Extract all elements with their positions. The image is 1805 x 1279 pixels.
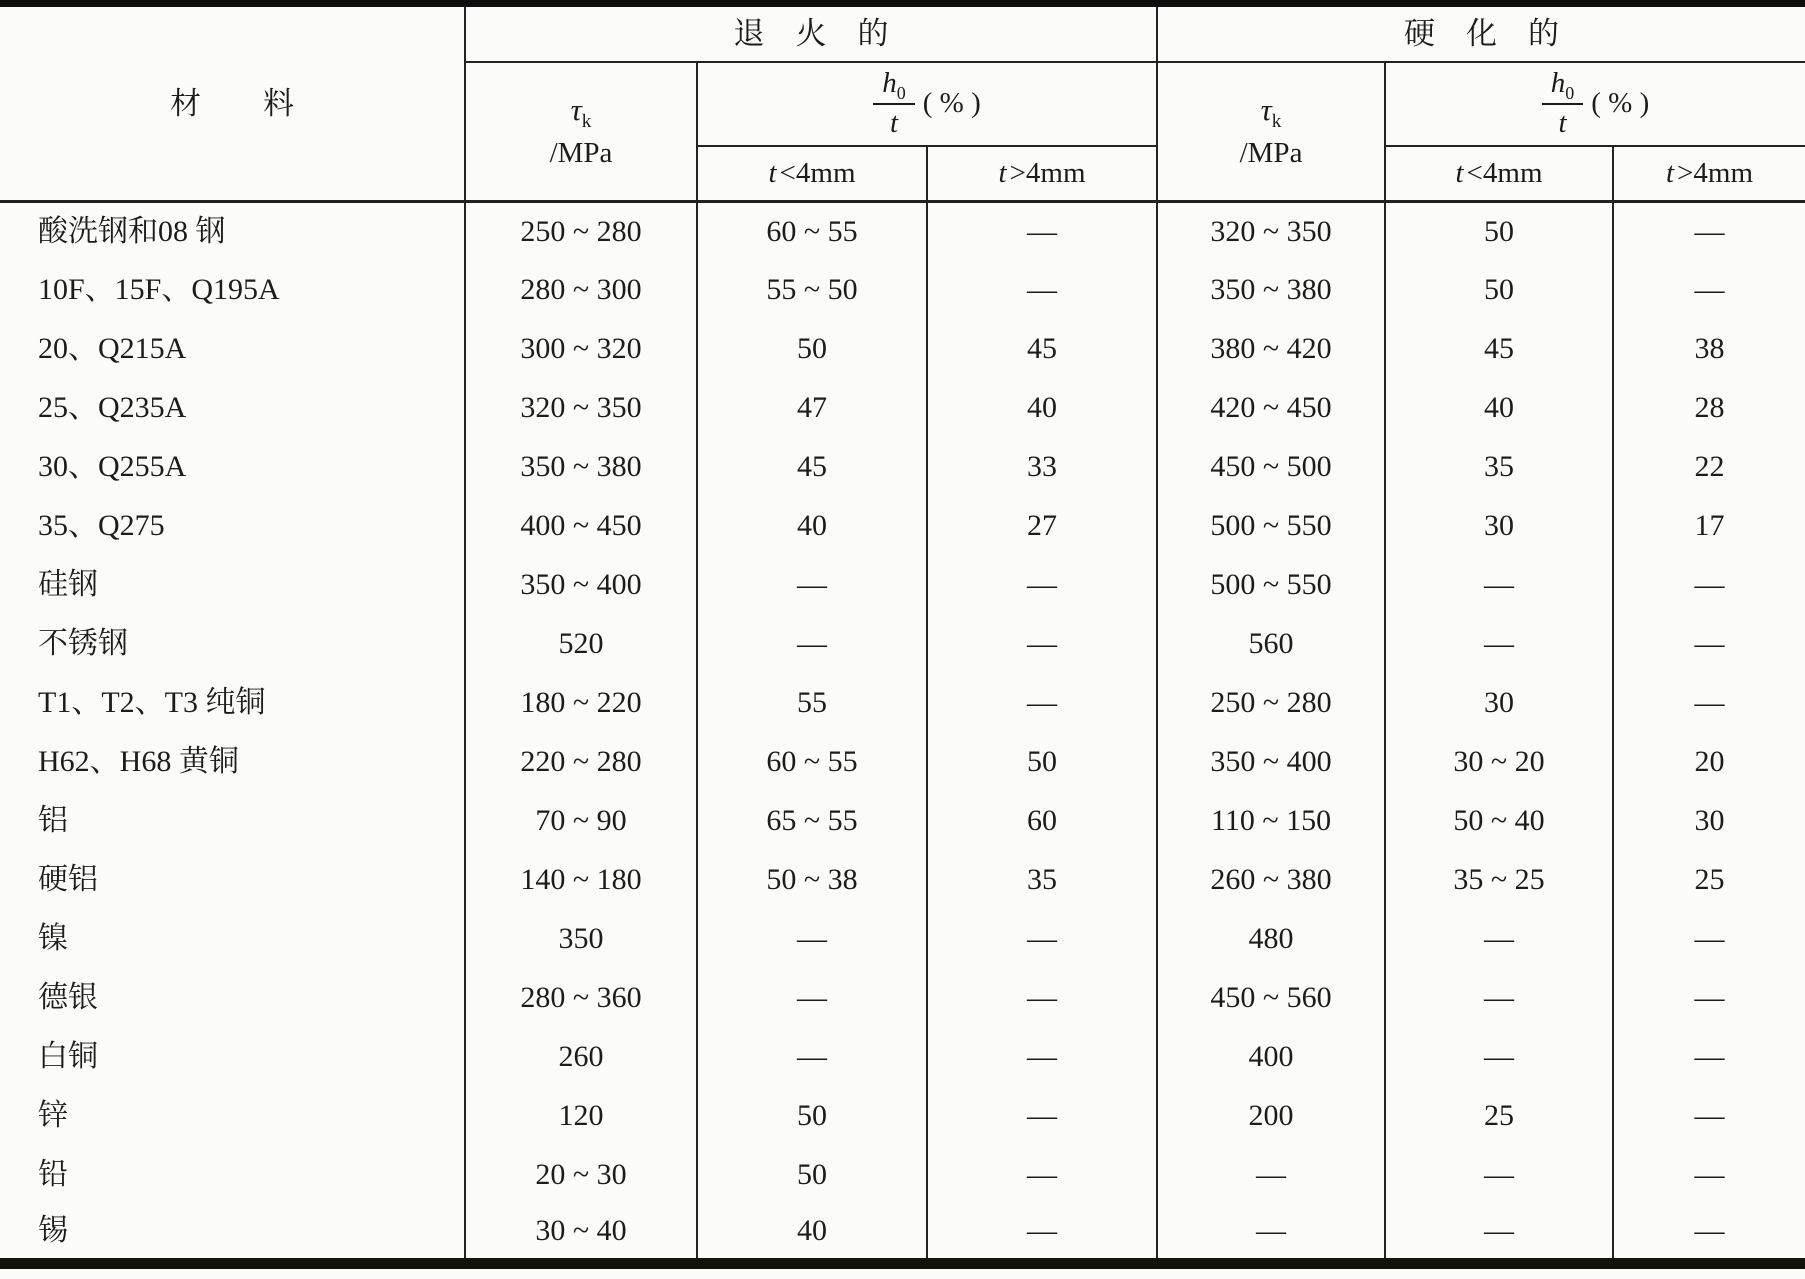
value-cell: — <box>1694 567 1725 601</box>
value-cell: 22 <box>1694 449 1725 483</box>
value-cell: 33 <box>927 438 1157 497</box>
value-cell: — <box>1385 615 1613 674</box>
value-cell: — <box>1157 1146 1385 1205</box>
value-cell: — <box>1694 1039 1725 1073</box>
table-row <box>0 438 1805 497</box>
value-cell: 260 <box>465 1028 697 1087</box>
material-cell: 镍 <box>0 910 465 969</box>
value-cell: — <box>1694 1157 1725 1191</box>
value-cell: 30 <box>1694 803 1725 837</box>
material-cell: 30、Q255A <box>0 438 465 497</box>
value-cell: — <box>1694 626 1725 660</box>
table-row <box>0 497 1805 556</box>
table-row <box>0 969 1805 1028</box>
value-cell: — <box>1157 1205 1385 1264</box>
hardened-tau-header <box>1157 62 1385 202</box>
material-cell: H62、H68 黄铜 <box>0 733 465 792</box>
table-row <box>0 202 1805 261</box>
table-row <box>0 615 1805 674</box>
value-cell: 20 <box>1694 744 1725 778</box>
annealed-t-gt4-header: t >4mm <box>927 146 1157 202</box>
value-cell: 140 ~ 180 <box>465 851 697 910</box>
value-cell: 350 ~ 400 <box>465 556 697 615</box>
table-row <box>0 379 1805 438</box>
value-cell: 28 <box>1694 390 1725 424</box>
value-cell: — <box>927 261 1157 320</box>
value-cell: — <box>697 910 927 969</box>
value-cell: 70 ~ 90 <box>465 792 697 851</box>
tau-subscript: k <box>581 110 592 132</box>
value-cell: 50 <box>697 320 927 379</box>
annealed-tau-header <box>465 62 697 202</box>
value-cell: 320 ~ 350 <box>465 379 697 438</box>
value-cell: — <box>1385 1028 1613 1087</box>
value-cell: 300 ~ 320 <box>465 320 697 379</box>
value-cell: 38 <box>1694 331 1725 365</box>
value-cell: 45 <box>697 438 927 497</box>
value-cell: 200 <box>1157 1087 1385 1146</box>
material-cell: 锌 <box>0 1087 465 1146</box>
value-cell: — <box>927 910 1157 969</box>
value-cell: — <box>1694 685 1725 719</box>
value-cell: 30 <box>1385 497 1613 556</box>
material-cell: 25、Q235A <box>0 379 465 438</box>
table-row <box>0 556 1805 615</box>
material-cell: T1、T2、T3 纯铜 <box>0 674 465 733</box>
value-cell: — <box>927 969 1157 1028</box>
value-cell: 17 <box>1694 508 1725 542</box>
value-cell: 30 <box>1385 674 1613 733</box>
value-cell: 40 <box>697 497 927 556</box>
value-cell: 120 <box>465 1087 697 1146</box>
value-cell: 520 <box>465 615 697 674</box>
value-cell: 500 ~ 550 <box>1157 497 1385 556</box>
value-cell: — <box>927 1205 1157 1264</box>
table-row <box>0 851 1805 910</box>
value-cell: 180 ~ 220 <box>465 674 697 733</box>
value-cell: — <box>927 1087 1157 1146</box>
table-row <box>0 1028 1805 1087</box>
value-cell: — <box>1694 980 1725 1014</box>
value-cell: 35 <box>927 851 1157 910</box>
value-cell: 40 <box>697 1205 927 1264</box>
value-cell: 50 <box>927 733 1157 792</box>
tau-unit: /MPa <box>1239 137 1303 170</box>
value-cell: — <box>697 969 927 1028</box>
value-cell: — <box>697 615 927 674</box>
table-header <box>0 4 1805 202</box>
value-cell: 280 ~ 300 <box>465 261 697 320</box>
value-cell: 380 ~ 420 <box>1157 320 1385 379</box>
tau-symbol: τ <box>1260 91 1272 127</box>
value-cell: — <box>927 674 1157 733</box>
table-row <box>0 320 1805 379</box>
value-cell: 30 ~ 40 <box>465 1205 697 1264</box>
value-cell: — <box>927 202 1157 261</box>
value-cell: — <box>927 615 1157 674</box>
value-cell: 450 ~ 560 <box>1157 969 1385 1028</box>
value-cell: — <box>1385 1205 1613 1264</box>
value-cell: 47 <box>697 379 927 438</box>
value-cell: 60 ~ 55 <box>697 733 927 792</box>
material-cell: 锡 <box>0 1205 465 1264</box>
tau-unit: /MPa <box>549 137 613 170</box>
percent-suffix: ( % ) <box>1591 86 1650 119</box>
value-cell: 25 <box>1694 862 1725 896</box>
material-cell: 35、Q275 <box>0 497 465 556</box>
material-cell: 硅钢 <box>0 556 465 615</box>
value-cell: 55 ~ 50 <box>697 261 927 320</box>
table-row <box>0 1146 1805 1205</box>
material-cell: 硬铝 <box>0 851 465 910</box>
value-cell: 260 ~ 380 <box>1157 851 1385 910</box>
table-row <box>0 261 1805 320</box>
table-row <box>0 792 1805 851</box>
value-cell: 45 <box>1385 320 1613 379</box>
value-cell: 320 ~ 350 <box>1157 202 1385 261</box>
value-cell: 50 <box>697 1087 927 1146</box>
h0-over-t-fraction: $\frac{h_0}{t}$ <box>873 67 914 141</box>
material-cell: 铝 <box>0 792 465 851</box>
value-cell: 25 <box>1385 1087 1613 1146</box>
percent-suffix: ( % ) <box>922 86 981 119</box>
value-cell: 250 ~ 280 <box>1157 674 1385 733</box>
table-row <box>0 1087 1805 1146</box>
value-cell: 40 <box>927 379 1157 438</box>
value-cell: 50 <box>1385 202 1613 261</box>
annealed-ratio-header <box>697 62 1157 146</box>
value-cell: 400 <box>1157 1028 1385 1087</box>
value-cell: — <box>697 556 927 615</box>
table-row <box>0 733 1805 792</box>
value-cell: 20 ~ 30 <box>465 1146 697 1205</box>
value-cell: — <box>927 1146 1157 1205</box>
value-cell: — <box>1694 272 1725 306</box>
value-cell: 50 ~ 40 <box>1385 792 1613 851</box>
hardened-ratio-header <box>1385 62 1805 146</box>
value-cell: 45 <box>927 320 1157 379</box>
value-cell: 350 <box>465 910 697 969</box>
value-cell: — <box>927 1028 1157 1087</box>
table-row <box>0 674 1805 733</box>
value-cell: — <box>1385 1146 1613 1205</box>
value-cell: — <box>1385 910 1613 969</box>
material-cell: 酸洗钢和08 钢 <box>0 202 465 261</box>
value-cell: — <box>1694 214 1725 248</box>
tau-subscript: k <box>1271 110 1282 132</box>
value-cell: 220 ~ 280 <box>465 733 697 792</box>
value-cell: 65 ~ 55 <box>697 792 927 851</box>
value-cell: — <box>1694 1098 1725 1132</box>
value-cell: 55 <box>697 674 927 733</box>
hardened-t-gt4-header: t >4mm <box>1665 156 1754 189</box>
value-cell: 50 <box>697 1146 927 1205</box>
hardened-group-header: 硬 化 的 <box>1157 4 1805 62</box>
value-cell: 60 ~ 55 <box>697 202 927 261</box>
material-cell: 10F、15F、Q195A <box>0 261 465 320</box>
tau-symbol: τ <box>570 91 582 127</box>
value-cell: — <box>1385 969 1613 1028</box>
value-cell: 27 <box>927 497 1157 556</box>
value-cell: — <box>1694 1214 1725 1247</box>
annealed-group-header: 退 火 的 <box>465 4 1157 62</box>
value-cell: 480 <box>1157 910 1385 969</box>
h0-over-t-fraction: $\frac{h_0}{t}$ <box>1542 67 1583 141</box>
value-cell: 400 ~ 450 <box>465 497 697 556</box>
value-cell: 350 ~ 380 <box>1157 261 1385 320</box>
value-cell: 50 ~ 38 <box>697 851 927 910</box>
value-cell: 500 ~ 550 <box>1157 556 1385 615</box>
value-cell: — <box>1385 556 1613 615</box>
material-cell: 德银 <box>0 969 465 1028</box>
value-cell: 350 ~ 400 <box>1157 733 1385 792</box>
value-cell: 30 ~ 20 <box>1385 733 1613 792</box>
value-cell: — <box>1694 921 1725 955</box>
material-cell: 铅 <box>0 1146 465 1205</box>
value-cell: 250 ~ 280 <box>465 202 697 261</box>
table-row <box>0 1205 1805 1264</box>
value-cell: — <box>697 1028 927 1087</box>
value-cell: 35 ~ 25 <box>1385 851 1613 910</box>
annealed-t-lt4-header: t <4mm <box>697 146 927 202</box>
material-cell: 白铜 <box>0 1028 465 1087</box>
value-cell: 560 <box>1157 615 1385 674</box>
value-cell: 35 <box>1385 438 1613 497</box>
value-cell: 40 <box>1385 379 1613 438</box>
value-cell: 50 <box>1385 261 1613 320</box>
material-cell: 20、Q215A <box>0 320 465 379</box>
value-cell: 350 ~ 380 <box>465 438 697 497</box>
value-cell: 110 ~ 150 <box>1157 792 1385 851</box>
hardened-t-lt4-header: t <4mm <box>1385 146 1613 202</box>
value-cell: 60 <box>927 792 1157 851</box>
material-cell: 不锈钢 <box>0 615 465 674</box>
value-cell: 280 ~ 360 <box>465 969 697 1028</box>
value-cell: — <box>927 556 1157 615</box>
table-row <box>0 910 1805 969</box>
material-column-header: 材 料 <box>0 4 465 202</box>
table-body <box>0 202 1805 1264</box>
value-cell: 420 ~ 450 <box>1157 379 1385 438</box>
value-cell: 450 ~ 500 <box>1157 438 1385 497</box>
